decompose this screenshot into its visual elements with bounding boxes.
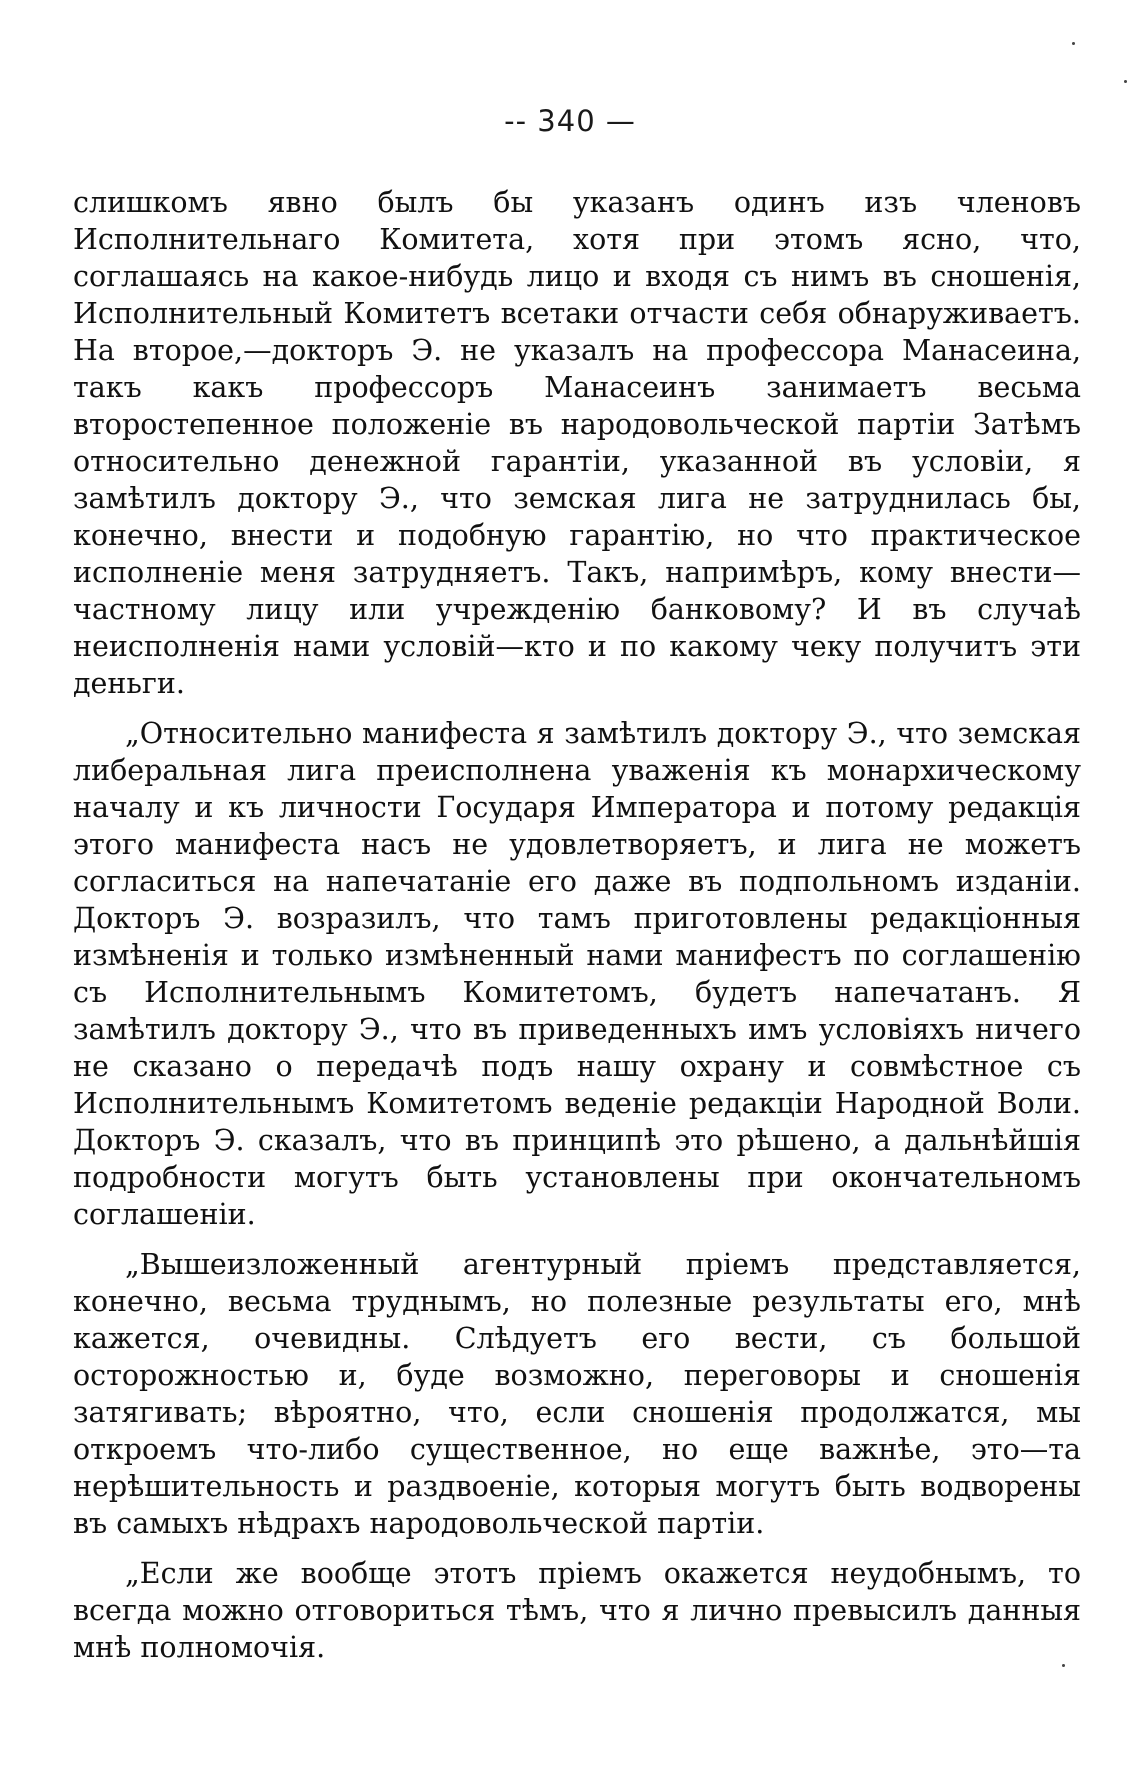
paragraph-continuation: слишкомъ явно былъ бы указанъ одинъ изъ членовъ Исполнительнаго Комитета, хотя при этомъ ясно, что, соглашаясь на какое-нибудь лицо и входя съ нимъ въ сношенія, Исполнительный Комитетъ всетаки отчасти себя обнаруживаетъ. На второе,—докторъ Э. не указалъ на профессора Манасеина, такъ какъ профессоръ Манасеинъ занимаетъ весьма второстепенное положеніе въ народовольческой партіи Затѣмъ относительно денежной гарантіи, указанной въ условіи, я замѣтилъ доктору Э., что земская лига не затруднилась бы, конечно, внести и подобную гарантію, но что практическое исполненіе меня затрудняетъ. Такъ, напримѣръ, кому внести—частному лицу или учрежденію банковому? И въ случаѣ неисполненія нами условій—кто и по какому чеку получитъ эти деньги. xyxy=(73,186,1081,700)
scan-speck xyxy=(1072,42,1075,45)
page-number: -- 340 — xyxy=(504,104,636,138)
body-text xyxy=(73,184,1081,1679)
scan-speck xyxy=(1124,80,1127,83)
paragraph-agent-method: „Вышеизложенный агентурный пріемъ представляется, конечно, весьма труднымъ, но полезные результаты его, мнѣ кажется, очевидны. Слѣдуетъ его вести, съ большой осторожностью и, буде возможно, переговоры и сношенія затягивать; вѣроятно, что, если сношенія продолжатся, мы откроемъ что-либо существенное, но еще важнѣе, это—та нерѣшительность и раздвоеніе, которыя могутъ быть водворены въ самыхъ нѣдрахъ народовольческой партіи. xyxy=(73,1248,1081,1540)
paragraph-closing: „Если же вообще этотъ пріемъ окажется неудобнымъ, то всегда можно отговориться тѣмъ, что я лично превысилъ данныя мнѣ полномочія. xyxy=(73,1557,1081,1664)
paragraph-manifesto: „Относительно манифеста я замѣтилъ доктору Э., что земская либеральная лига преисполнена уваженія къ монархическому началу и къ личности Государя Императора и потому редакція этого манифеста насъ не удовлетворяетъ, и лига не можетъ согласиться на напечатаніе его даже въ подпольномъ изданіи. Докторъ Э. возразилъ, что тамъ приготовлены редакціонныя измѣненія и только измѣненный нами манифестъ по соглашенію съ Исполнительнымъ Комитетомъ, будетъ напечатанъ. Я замѣтилъ доктору Э., что въ приведенныхъ имъ условіяхъ ничего не сказано о передачѣ подъ нашу охрану и совмѣстное съ Исполнительнымъ Комитетомъ веденіе редакціи Народной Воли. Докторъ Э. сказалъ, что въ принципѣ это рѣшено, а дальнѣйшія подробности могутъ быть установлены при окончательномъ соглашеніи. xyxy=(73,717,1081,1231)
scan-speck xyxy=(1062,1664,1065,1667)
